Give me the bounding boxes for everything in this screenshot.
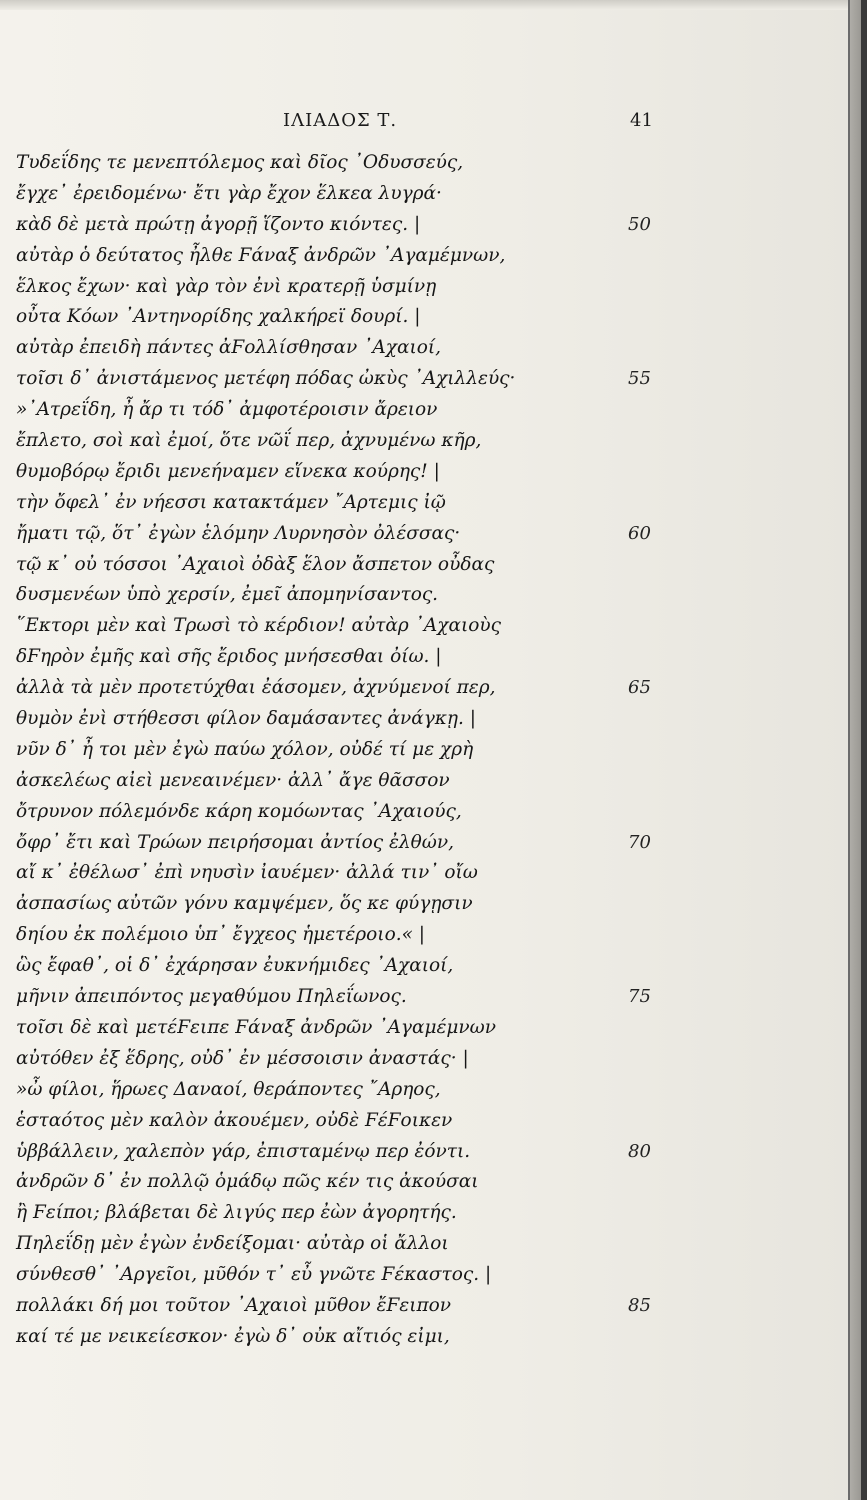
verse-text: ἀνδρῶν δ᾿ ἐν πολλῷ ὁμάδῳ πῶς κέν τις ἀκούσαι <box>16 1171 479 1193</box>
verse-line <box>16 395 716 426</box>
verse-line <box>16 704 716 735</box>
verse-text: ἔπλετο, σοὶ καὶ ἐμοί, ὅτε νῶΐ περ, ἀχνυμένω κῆρ, <box>16 430 482 452</box>
verse-text: δϜηρὸν ἐμῆς καὶ σῆς ἔριδος μνήσεσθαι ὀίω. | <box>16 646 442 668</box>
page-number: 41 <box>630 110 653 131</box>
verse-text: ὑββάλλειν, χαλεπὸν γάρ, ἐπισταμένῳ περ ἐόντι. <box>16 1140 471 1162</box>
verse-text: »ὦ φίλοι, ἥρωες Δαναοί, θεράποντες ῎Αρηος, <box>16 1078 441 1100</box>
verse-text: καί τέ με νεικείεσκον· ἐγὼ δ᾿ οὐκ αἴτιός εἰμι, <box>16 1325 450 1347</box>
verse-line <box>16 426 716 457</box>
verse-line <box>16 735 716 766</box>
verse-line <box>16 550 716 581</box>
verse-line <box>16 488 716 519</box>
verse-line <box>16 580 716 611</box>
verse-text: ἀσκελέως αἰεὶ μενεαινέμεν· ἀλλ᾿ ἄγε θᾶσσον <box>16 769 450 791</box>
verse-line <box>16 797 716 828</box>
verse-text: κὰδ δὲ μετὰ πρώτῃ ἀγορῇ ἵζοντο κιόντες. | <box>16 213 421 235</box>
verse-text: αὐτόθεν ἐξ ἕδρης, οὐδ᾿ ἐν μέσσοισιν ἀναστάς· | <box>16 1047 469 1069</box>
verse-text: »᾿Ατρεΐδη, ἦ ἄρ τι τόδ᾿ ἀμφοτέροισιν ἄρειον <box>16 399 438 421</box>
verse-line-number: 80 <box>628 1140 651 1162</box>
verse-line <box>16 858 716 889</box>
verse-text: ἔγχε᾿ ἐρειδομένω· ἔτι γὰρ ἔχον ἕλκεα λυγρά· <box>16 182 442 204</box>
page-top-edge <box>0 0 848 10</box>
verse-line <box>16 920 716 951</box>
verse-text: θυμὸν ἐνὶ στήθεσσι φίλον δαμάσαντες ἀνάγκῃ. | <box>16 708 476 730</box>
verse-line <box>16 1044 716 1075</box>
verse-text: δηίου ἐκ πολέμοιο ὑπ᾿ ἔγχεος ἡμετέροιο.« | <box>16 924 426 946</box>
verse-text: ἀσπασίως αὐτῶν γόνυ καμψέμεν, ὅς κε φύγῃσιν <box>16 893 473 915</box>
verse-text: ῞Εκτορι μὲν καὶ Τρωσὶ τὸ κέρδιον! αὐτὰρ ᾿Αχαιοὺς <box>16 615 501 637</box>
verse-text: αὐτὰρ ὁ δεύτατος ἦλθε Ϝάναξ ἀνδρῶν ᾿Αγαμέμνων, <box>16 244 506 266</box>
verse-line <box>16 210 716 241</box>
verse-line <box>16 889 716 920</box>
verse-line <box>16 1229 716 1260</box>
verse-text: ὄτρυνον πόλεμόνδε κάρη κομόωντας ᾿Αχαιούς, <box>16 800 462 822</box>
verse-line <box>16 1167 716 1198</box>
verse-text: ἢ Ϝείποι; βλάβεται δὲ λιγύς περ ἐὼν ἀγορητής. <box>16 1202 457 1224</box>
verse-line <box>16 982 716 1013</box>
verse-text: ὣς ἔφαθ᾿, οἱ δ᾿ ἐχάρησαν ἐυκνήμιδες ᾿Αχαιοί, <box>16 955 454 977</box>
verse-line <box>16 766 716 797</box>
verse-line <box>16 1013 716 1044</box>
verse-line <box>16 179 716 210</box>
verse-text: τῷ κ᾿ οὐ τόσσοι ᾿Αχαιοὶ ὀδὰξ ἕλον ἄσπετον οὖδας <box>16 553 495 575</box>
verse-text: οὖτα Κόων ᾿Αντηνορίδης χαλκήρεϊ δουρί. | <box>16 306 421 328</box>
verse-line-number: 70 <box>628 831 651 853</box>
verse-line <box>16 333 716 364</box>
verse-text: τοῖσι δὲ καὶ μετέϜειπε Ϝάναξ ἀνδρῶν ᾿Αγαμέμνων <box>16 1016 497 1038</box>
verse-text: ἑσταότος μὲν καλὸν ἀκουέμεν, οὐδὲ ϜέϜοικεν <box>16 1109 453 1131</box>
verse-line-number: 85 <box>628 1294 651 1316</box>
verse-text: νῦν δ᾿ ἦ τοι μὲν ἐγὼ παύω χόλον, οὐδέ τί με χρὴ <box>16 738 474 760</box>
verse-line <box>16 673 716 704</box>
verse-line <box>16 1291 716 1322</box>
verse-text: ἕλκος ἔχων· καὶ γὰρ τὸν ἐνὶ κρατερῇ ὑσμίνῃ <box>16 275 437 297</box>
verse-line <box>16 1137 716 1168</box>
verse-line <box>16 1260 716 1291</box>
verse-line <box>16 1075 716 1106</box>
verse-text: ἤματι τῷ, ὅτ᾿ ἐγὼν ἑλόμην Λυρνησὸν ὀλέσσας· <box>16 522 461 544</box>
verse-line-number: 55 <box>628 368 651 390</box>
verse-text: σύνθεσθ᾿ ᾿Αργεῖοι, μῦθόν τ᾿ εὖ γνῶτε Ϝέκαστος. | <box>16 1264 492 1286</box>
verse-line <box>16 951 716 982</box>
verse-text: τὴν ὄφελ᾿ ἐν νήεσσι κατακτάμεν ῎Αρτεμις ἰῷ <box>16 491 446 513</box>
verse-line <box>16 302 716 333</box>
verse-line <box>16 1198 716 1229</box>
verse-line <box>16 642 716 673</box>
verse-text: πολλάκι δή μοι τοῦτον ᾿Αχαιοὶ μῦθον ἔϜειπον <box>16 1294 452 1316</box>
verse-line-number: 65 <box>628 677 651 699</box>
verse-text: δυσμενέων ὑπὸ χερσίν, ἐμεῖ ἀπομηνίσαντος. <box>16 584 439 606</box>
verse-line <box>16 828 716 859</box>
verse-line <box>16 364 716 395</box>
verse-text: Πηλεΐδῃ μὲν ἐγὼν ἐνδείξομαι· αὐτὰρ οἱ ἄλλοι <box>16 1233 449 1255</box>
verse-line <box>16 1322 716 1353</box>
verse-line <box>16 272 716 303</box>
verse-line <box>16 457 716 488</box>
verse-text: τοῖσι δ᾿ ἀνιστάμενος μετέφη πόδας ὠκὺς ᾿Αχιλλεύς· <box>16 368 516 390</box>
verse-line-number: 75 <box>628 986 651 1008</box>
running-header: ΙΛΙΑΔΟΣ Τ. <box>283 110 398 131</box>
verse-lines <box>16 148 716 1353</box>
verse-text: αἴ κ᾿ ἐθέλωσ᾿ ἐπὶ νηυσὶν ἰαυέμεν· ἀλλά τιν᾿ οἴω <box>16 862 478 884</box>
verse-line <box>16 519 716 550</box>
verse-line-number: 50 <box>628 213 651 235</box>
verse-line-number: 60 <box>628 522 651 544</box>
verse-text: Τυδεΐδης τε μενεπτόλεμος καὶ δῖος ᾿Οδυσσεύς, <box>16 152 464 173</box>
verse-text: μῆνιν ἀπειπόντος μεγαθύμου Πηλεΐωνος. <box>16 986 407 1008</box>
verse-line <box>16 611 716 642</box>
verse-text: ὄφρ᾿ ἔτι καὶ Τρώων πειρήσομαι ἀντίος ἐλθών, <box>16 831 454 853</box>
verse-text: αὐτὰρ ἐπειδὴ πάντες ἀϜολλίσθησαν ᾿Αχαιοί, <box>16 337 442 359</box>
verse-line <box>16 1106 716 1137</box>
verse-text: ἀλλὰ τὰ μὲν προτετύχθαι ἐάσομεν, ἀχνύμενοί περ, <box>16 677 496 699</box>
verse-line <box>16 148 716 179</box>
verse-line <box>16 241 716 272</box>
verse-text: θυμοβόρῳ ἔριδι μενεήναμεν εἵνεκα κούρης! | <box>16 460 440 482</box>
